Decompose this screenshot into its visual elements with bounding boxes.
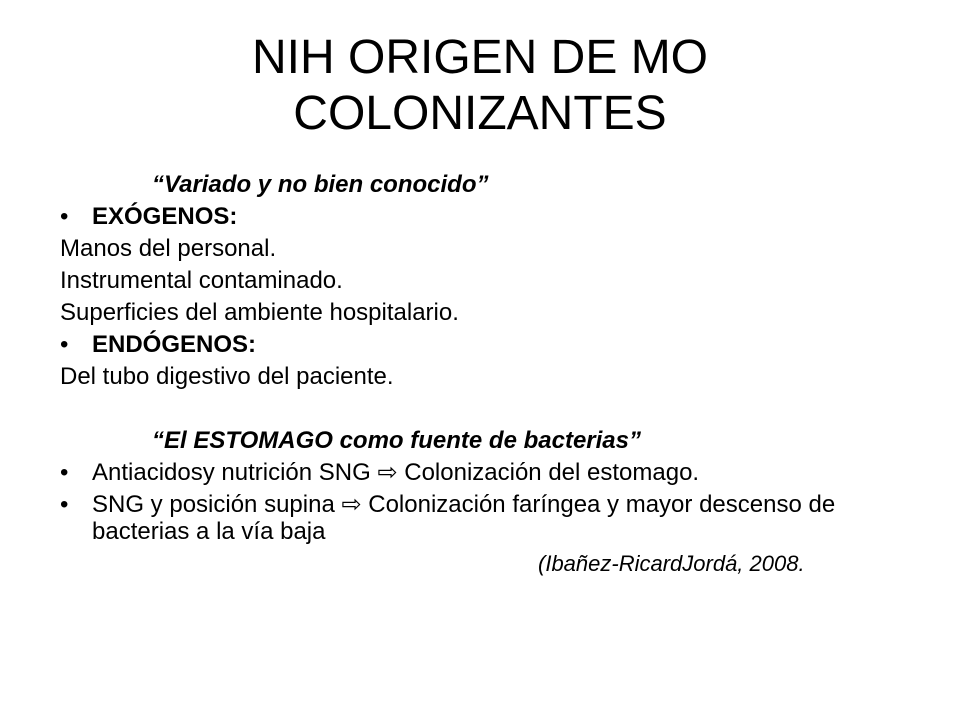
- title-line-1: NIH ORIGEN DE MO: [251, 31, 709, 84]
- endogenos-heading: ENDÓGENOS:: [92, 331, 257, 358]
- bullet-sng: •: [60, 491, 69, 518]
- slide-title: [0, 30, 960, 142]
- bullet-exogenos: •: [60, 203, 69, 230]
- title-line-2: COLONIZANTES: [293, 87, 667, 140]
- quote-variado: “Variado y no bien conocido”: [152, 171, 489, 198]
- citation: (Ibañez-RicardJordá, 2008.: [538, 551, 805, 576]
- exogenos-heading: EXÓGENOS:: [92, 203, 238, 230]
- exogenos-item: Superficies del ambiente hospitalario.: [60, 299, 459, 326]
- bullet-text-antiacidos: Antiacidosy nutrición SNG ⇨ Colonización del estomago.: [92, 459, 700, 486]
- bullet-text-sng: SNG y posición supina ⇨ Colonización faríngea y mayor descenso de bacterias a la vía baja: [92, 491, 836, 545]
- quote-estomago: “El ESTOMAGO como fuente de bacterias”: [152, 427, 641, 454]
- bullet-endogenos: •: [60, 331, 69, 358]
- exogenos-item: Instrumental contaminado.: [60, 267, 343, 294]
- endogenos-item: Del tubo digestivo del paciente.: [60, 363, 394, 390]
- exogenos-item: Manos del personal.: [60, 235, 277, 262]
- bullet-antiacidos: •: [60, 459, 69, 486]
